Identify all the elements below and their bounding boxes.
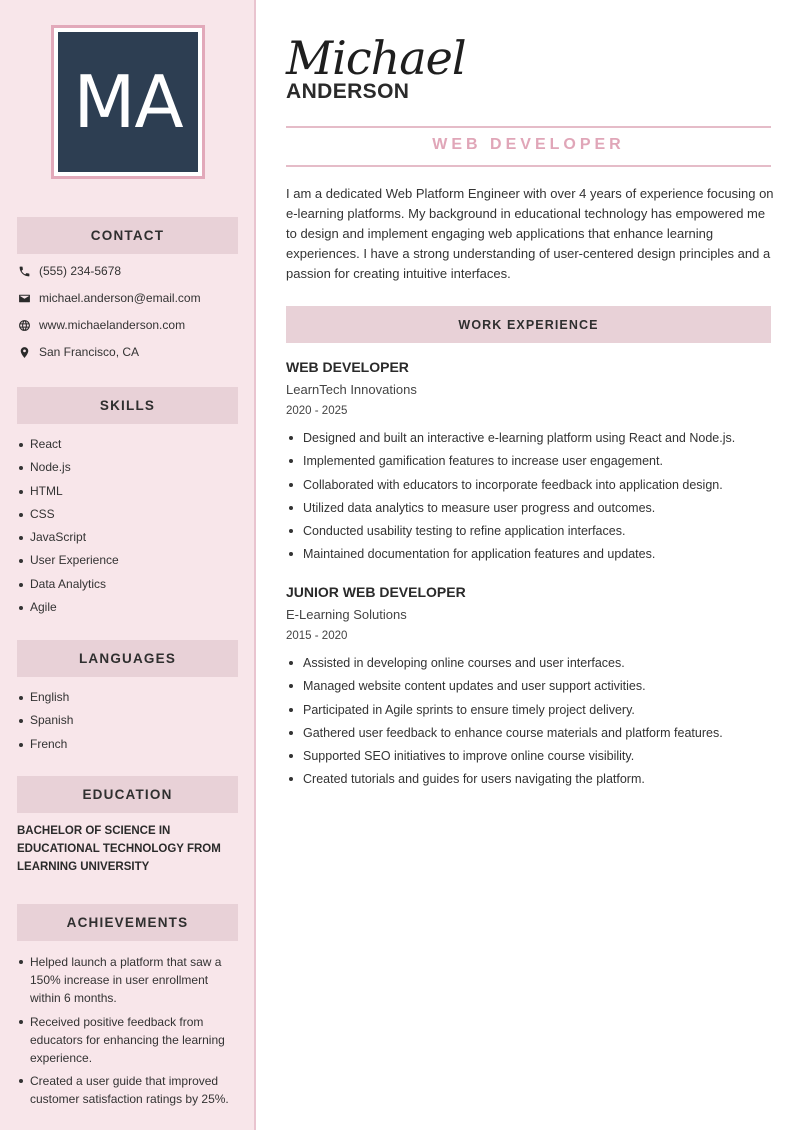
contact-website xyxy=(17,315,185,335)
job-company: LearnTech Innovations xyxy=(286,382,417,397)
job-entry xyxy=(286,582,776,793)
job-bullet: Implemented gamification features to increase user engagement. xyxy=(286,451,776,474)
email-text: michael.anderson@email.com xyxy=(39,291,201,305)
phone-icon xyxy=(17,264,31,278)
job-bullet: Designed and built an interactive e-learning platform using React and Node.js. xyxy=(286,428,776,451)
monogram-frame xyxy=(51,25,205,179)
languages-heading: LANGUAGES xyxy=(17,640,238,677)
job-bullet: Collaborated with educators to incorporate feedback into application design. xyxy=(286,475,776,498)
phone-text: (555) 234-5678 xyxy=(39,264,122,278)
job-dates: 2020 - 2025 xyxy=(286,405,348,417)
role-title: WEB DEVELOPER xyxy=(432,136,625,153)
map-pin-icon xyxy=(17,345,31,359)
location-text: San Francisco, CA xyxy=(39,345,140,359)
skills-list xyxy=(17,433,119,619)
job-bullet: Managed website content updates and user support activities. xyxy=(286,676,776,699)
sidebar xyxy=(0,0,256,1130)
job-company: E-Learning Solutions xyxy=(286,607,407,622)
contact-email xyxy=(17,288,201,308)
education-degree: BACHELOR OF SCIENCE IN EDUCATIONAL TECHNOLOGY FROM LEARNING UNIVERSITY xyxy=(17,825,221,873)
work-experience-heading: WORK EXPERIENCE xyxy=(286,306,771,343)
job-bullet: Created tutorials and guides for users navigating the platform. xyxy=(286,769,776,792)
monogram: MA xyxy=(58,32,198,172)
language-item: French xyxy=(17,733,73,756)
job-bullet: Participated in Agile sprints to ensure timely project delivery. xyxy=(286,700,776,723)
skill-item: Agile xyxy=(17,596,119,619)
envelope-icon xyxy=(17,291,31,305)
job-bullet: Gathered user feedback to enhance course materials and platform features. xyxy=(286,723,776,746)
language-item: Spanish xyxy=(17,709,73,732)
job-title: WEB DEVELOPER xyxy=(286,359,409,375)
last-name: ANDERSON xyxy=(286,80,410,103)
achievements-heading: ACHIEVEMENTS xyxy=(17,904,238,941)
job-dates: 2015 - 2020 xyxy=(286,630,348,642)
job-bullet: Utilized data analytics to measure user progress and outcomes. xyxy=(286,498,776,521)
job-entry xyxy=(286,357,776,568)
skill-item: React xyxy=(17,433,119,456)
skill-item: Node.js xyxy=(17,456,119,479)
job-bullets xyxy=(286,653,776,793)
divider-top xyxy=(286,126,771,128)
website-text: www.michaelanderson.com xyxy=(39,318,186,332)
skill-item: Data Analytics xyxy=(17,573,119,596)
job-bullets xyxy=(286,428,776,568)
job-bullet: Assisted in developing online courses and user interfaces. xyxy=(286,653,776,676)
skill-item: CSS xyxy=(17,503,119,526)
education-heading: EDUCATION xyxy=(17,776,238,813)
skill-item: HTML xyxy=(17,480,119,503)
job-bullet: Conducted usability testing to refine application interfaces. xyxy=(286,521,776,544)
job-title: JUNIOR WEB DEVELOPER xyxy=(286,584,466,600)
contact-phone xyxy=(17,261,121,281)
divider-bottom xyxy=(286,165,771,167)
languages-list xyxy=(17,686,73,756)
skill-item: User Experience xyxy=(17,549,119,572)
skill-item: JavaScript xyxy=(17,526,119,549)
achievement-item: Helped launch a platform that saw a 150% increase in user enrollment within 6 months. xyxy=(17,953,242,1008)
achievement-item: Created a user guide that improved customer satisfaction ratings by 25%. xyxy=(17,1072,242,1108)
skills-heading: SKILLS xyxy=(17,387,238,424)
achievement-item: Received positive feedback from educators for enhancing the learning experience. xyxy=(17,1013,242,1068)
job-bullet: Supported SEO initiatives to improve online course visibility. xyxy=(286,746,776,769)
summary: I am a dedicated Web Platform Engineer with over 4 years of experience focusing on e-learning platforms. My background in educational technology has empowered me to design and implement engaging web applications that enhance learning experiences. I have a strong understanding of user-centered design principles and a passion for creating intuitive interfaces. xyxy=(286,186,774,281)
contact-heading: CONTACT xyxy=(17,217,238,254)
language-item: English xyxy=(17,686,73,709)
job-bullet: Maintained documentation for application features and updates. xyxy=(286,544,776,567)
contact-location xyxy=(17,342,139,362)
first-name: Michael xyxy=(286,31,466,85)
achievements-list xyxy=(17,953,242,1114)
globe-icon xyxy=(17,318,31,332)
